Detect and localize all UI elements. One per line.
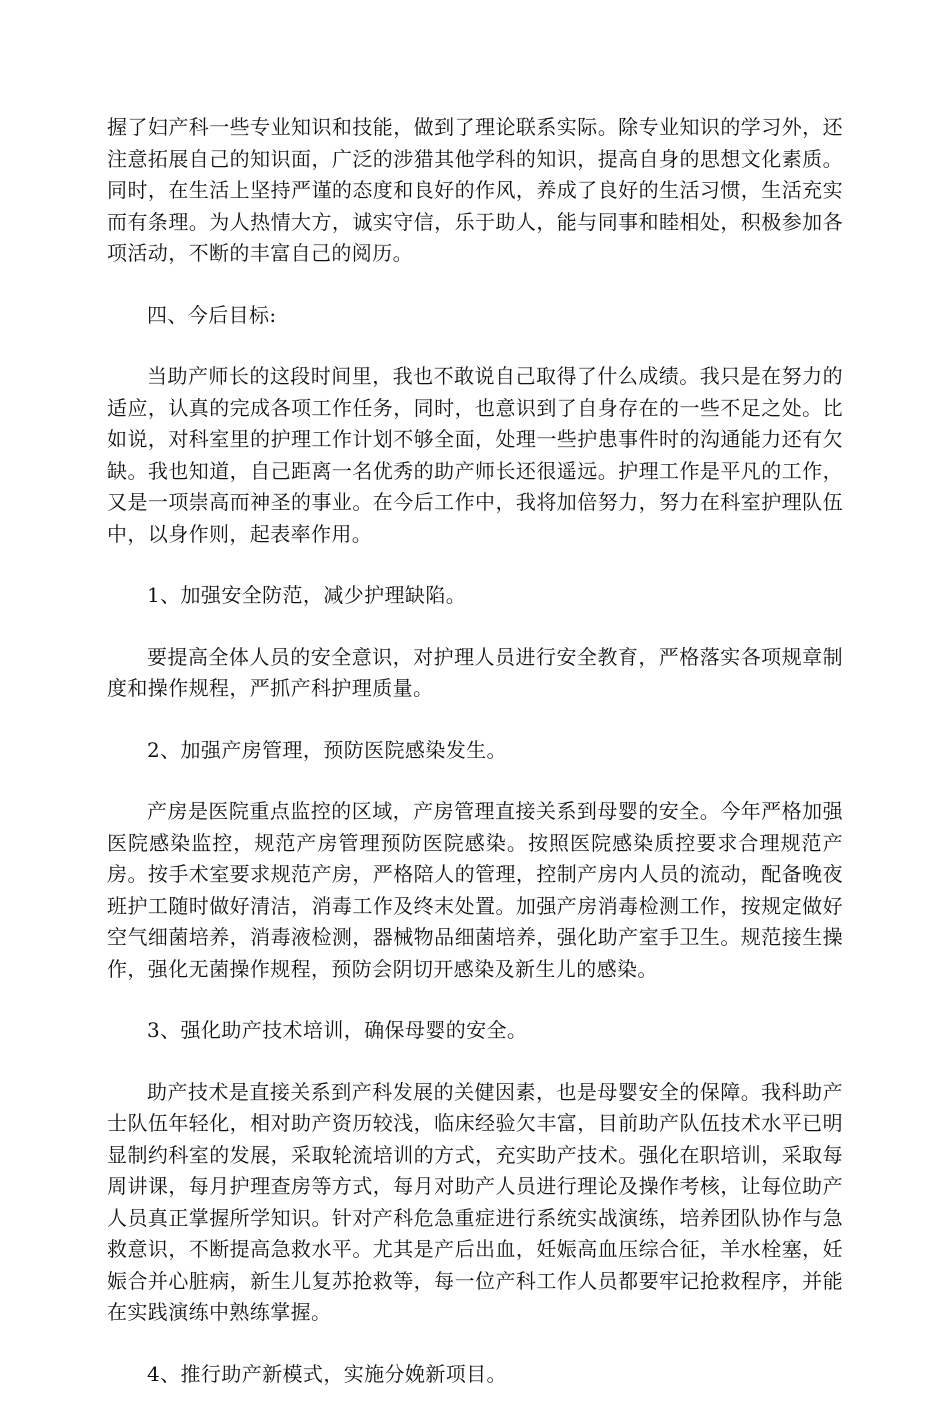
item-heading-2: 2、加强产房管理，预防医院感染发生。	[147, 737, 507, 762]
item-heading-1: 1、加强安全防范，减少护理缺陷。	[147, 583, 467, 607]
paragraph: 当助产师长的这段时间里，我也不敢说自己取得了什么成绩。我只是在努力的适应，认真的完成各项工作任务，同时，也意识到了自身存在的一些不足之处。比如说，对科室里的护理工作计划不够全面，处理一些护患事件时的沟通能力还有欠缺。我也知道，自己距离一名优秀的助产师长还很遥远。护理工作是平凡的工作，又是一项崇高而神圣的事业。在今后工作中，我将加倍努力，努力在科室护理队伍中，以身作则，起表率作用。	[107, 364, 843, 546]
item-heading-3: 3、强化助产技术培训，确保母婴的安全。	[147, 1018, 528, 1042]
document-body	[107, 112, 843, 1420]
paragraph: 助产技术是直接关系到产科发展的关健因素，也是母婴安全的保障。我科助产士队伍年轻化，相对助产资历较浅，临床经验欠丰富，目前助产队伍技术水平已明显制约科室的发展，采取轮流培训的方式，充实助产技术。强化在职培训，采取每周讲课，每月护理查房等方式，每月对助产人员进行理论及操作考核，让每位助产人员真正掌握所学知识。针对产科危急重症进行系统实战演练，培养团队协作与急救意识，不断提高急救水平。尤其是产后出血，妊娠高血压综合征，羊水栓塞，妊娠合并心脏病，新生儿复苏抢救等，每一位产科工作人员都要牢记抢救程序，并能在实践演练中熟练掌握。	[107, 1079, 843, 1324]
item-heading-4: 4、推行助产新模式，实施分娩新项目。	[147, 1361, 507, 1386]
section-heading-future-goals: 四、今后目标:	[147, 302, 277, 327]
paragraph: 产房是医院重点监控的区域，产房管理直接关系到母婴的安全。今年严格加强医院感染监控，规范产房管理预防医院感染。按照医院感染质控要求合理规范产房。按手术室要求规范产房，严格陪人的管理，控制产房内人员的流动，配备晚夜班护工随时做好清洁，消毒工作及终末处置。加强产房消毒检测工作，按规定做好空气细菌培养，消毒液检测，器械物品细菌培养，强化助产室手卫生。规范接生操作，强化无菌操作规程，预防会阴切开感染及新生儿的感染。	[107, 799, 843, 981]
paragraph: 要提高全体人员的安全意识，对护理人员进行安全教育，严格落实各项规章制度和操作规程，严抓产科护理质量。	[107, 644, 843, 700]
paragraph-continued: 握了妇产科一些专业知识和技能，做到了理论联系实际。除专业知识的学习外，还注意拓展自己的知识面，广泛的涉猎其他学科的知识，提高自身的思想文化素质。同时，在生活上坚持严谨的态度和良好的作风，养成了良好的生活习惯，生活充实而有条理。为人热情大方，诚实守信，乐于助人，能与同事和睦相处，积极参加各项活动，不断的丰富自己的阅历。	[107, 115, 843, 265]
